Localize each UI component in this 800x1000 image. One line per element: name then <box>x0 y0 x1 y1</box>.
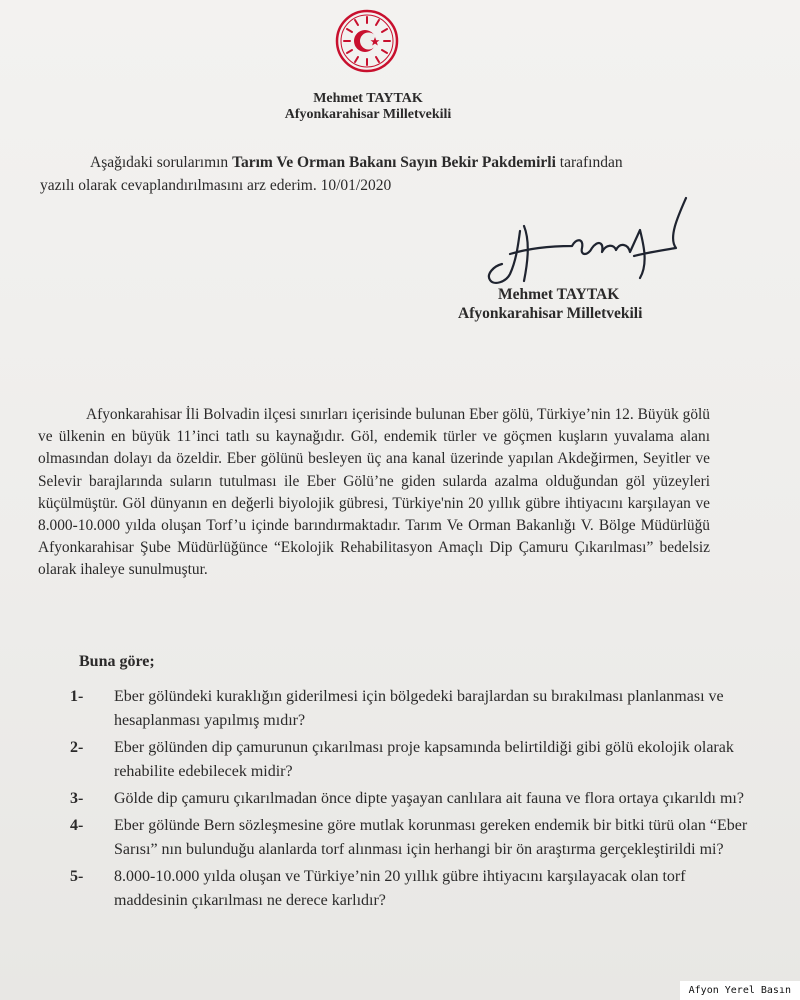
question-text: Eber gölündeki kuraklığın giderilmesi için bölgedeki barajlardan su bırakılması planlanması ve hesaplanması yapılmış mıdır? <box>114 688 724 729</box>
question-item <box>70 814 750 862</box>
questions-list <box>70 685 750 916</box>
header-name: Mehmet TAYTAK <box>313 91 423 106</box>
question-text: Eber gölünden dip çamurunun çıkarılması proje kapsamında belirtildiği gibi gölü ekolojik olarak rehabilite edebilecek midir? <box>114 739 734 780</box>
signature-title: Afyonkarahisar Milletvekili <box>458 305 643 322</box>
intro-text-post: tarafından <box>555 154 623 171</box>
question-number: 2- <box>70 739 84 756</box>
body-paragraph: Afyonkarahisar İli Bolvadin ilçesi sınırları içerisinde bulunan Eber gölü, Türkiye’nin 12. Büyük gölü ve ülkenin en büyük 11’inci tatlı su kaynağıdır. Göl, endemik türler ve göçmen kuşların yuvalama alanı olmasından dolayı da özeldir. Eber gölünü besleyen üç ana kanal üzerinde yapılan Akdeğirmen, Seyitler ve Selevir barajlarında suların tutulması ile Eber Gölü’ne giden sularda azalma olduğundan göl yüzeyleri küçülmüştür. Göl dünyanın en değerli biyolojik gübresi, Türkiye'nin 20 yıllık gübre ihtiyacını karşılayan ve 8.000-10.000 yılda oluşan Torf’u içinde barındırmaktadır. Tarım Ve Orman Bakanlığı V. Bölge Müdürlüğü Afyonkarahisar Şube Müdürlüğünce “Ekolojik Rehabilitasyon Amaçlı Dip Çamuru Çıkarılması” bedelsiz olarak ihaleye sunulmuştur. <box>38 406 710 579</box>
intro-line-2: yazılı olarak cevaplandırılmasını arz ederim. 10/01/2020 <box>40 177 392 194</box>
question-number: 3- <box>70 790 84 807</box>
question-number: 5- <box>70 868 84 885</box>
question-item <box>70 787 750 811</box>
signature-mark <box>480 186 700 296</box>
question-text: 8.000-10.000 yılda oluşan ve Türkiye’nin 20 yıllık gübre ihtiyacını karşılayacak olan torf maddesinin çıkarılması ne derece karlıdır? <box>114 868 686 909</box>
question-item <box>70 685 750 733</box>
tbmm-emblem-icon <box>334 8 400 74</box>
questions-heading: Buna göre; <box>79 653 155 670</box>
signature-name: Mehmet TAYTAK <box>498 286 620 303</box>
intro-line-1 <box>40 153 750 173</box>
question-item <box>70 736 750 784</box>
intro-minister: Tarım Ve Orman Bakanı Sayın Bekir Pakdemirli <box>232 154 556 171</box>
question-number: 4- <box>70 817 84 834</box>
question-number: 1- <box>70 688 84 705</box>
intro-text-pre: Aşağıdaki sorularımın <box>90 154 233 171</box>
question-text: Eber gölünde Bern sözleşmesine göre mutlak korunması gereken endemik bir bitki türü olan “Eber Sarısı” nın bulunduğu alanlarda torf alınması için herhangi bir ön araştırma gerçekleştirildi mi? <box>114 817 748 858</box>
watermark-label: Afyon Yerel Basın <box>680 981 800 1000</box>
question-text: Gölde dip çamuru çıkarılmadan önce dipte yaşayan canlılara ait fauna ve flora ortaya çıkarıldı mı? <box>114 790 744 807</box>
question-item <box>70 865 750 913</box>
header-title: Afyonkarahisar Milletvekili <box>284 107 452 122</box>
